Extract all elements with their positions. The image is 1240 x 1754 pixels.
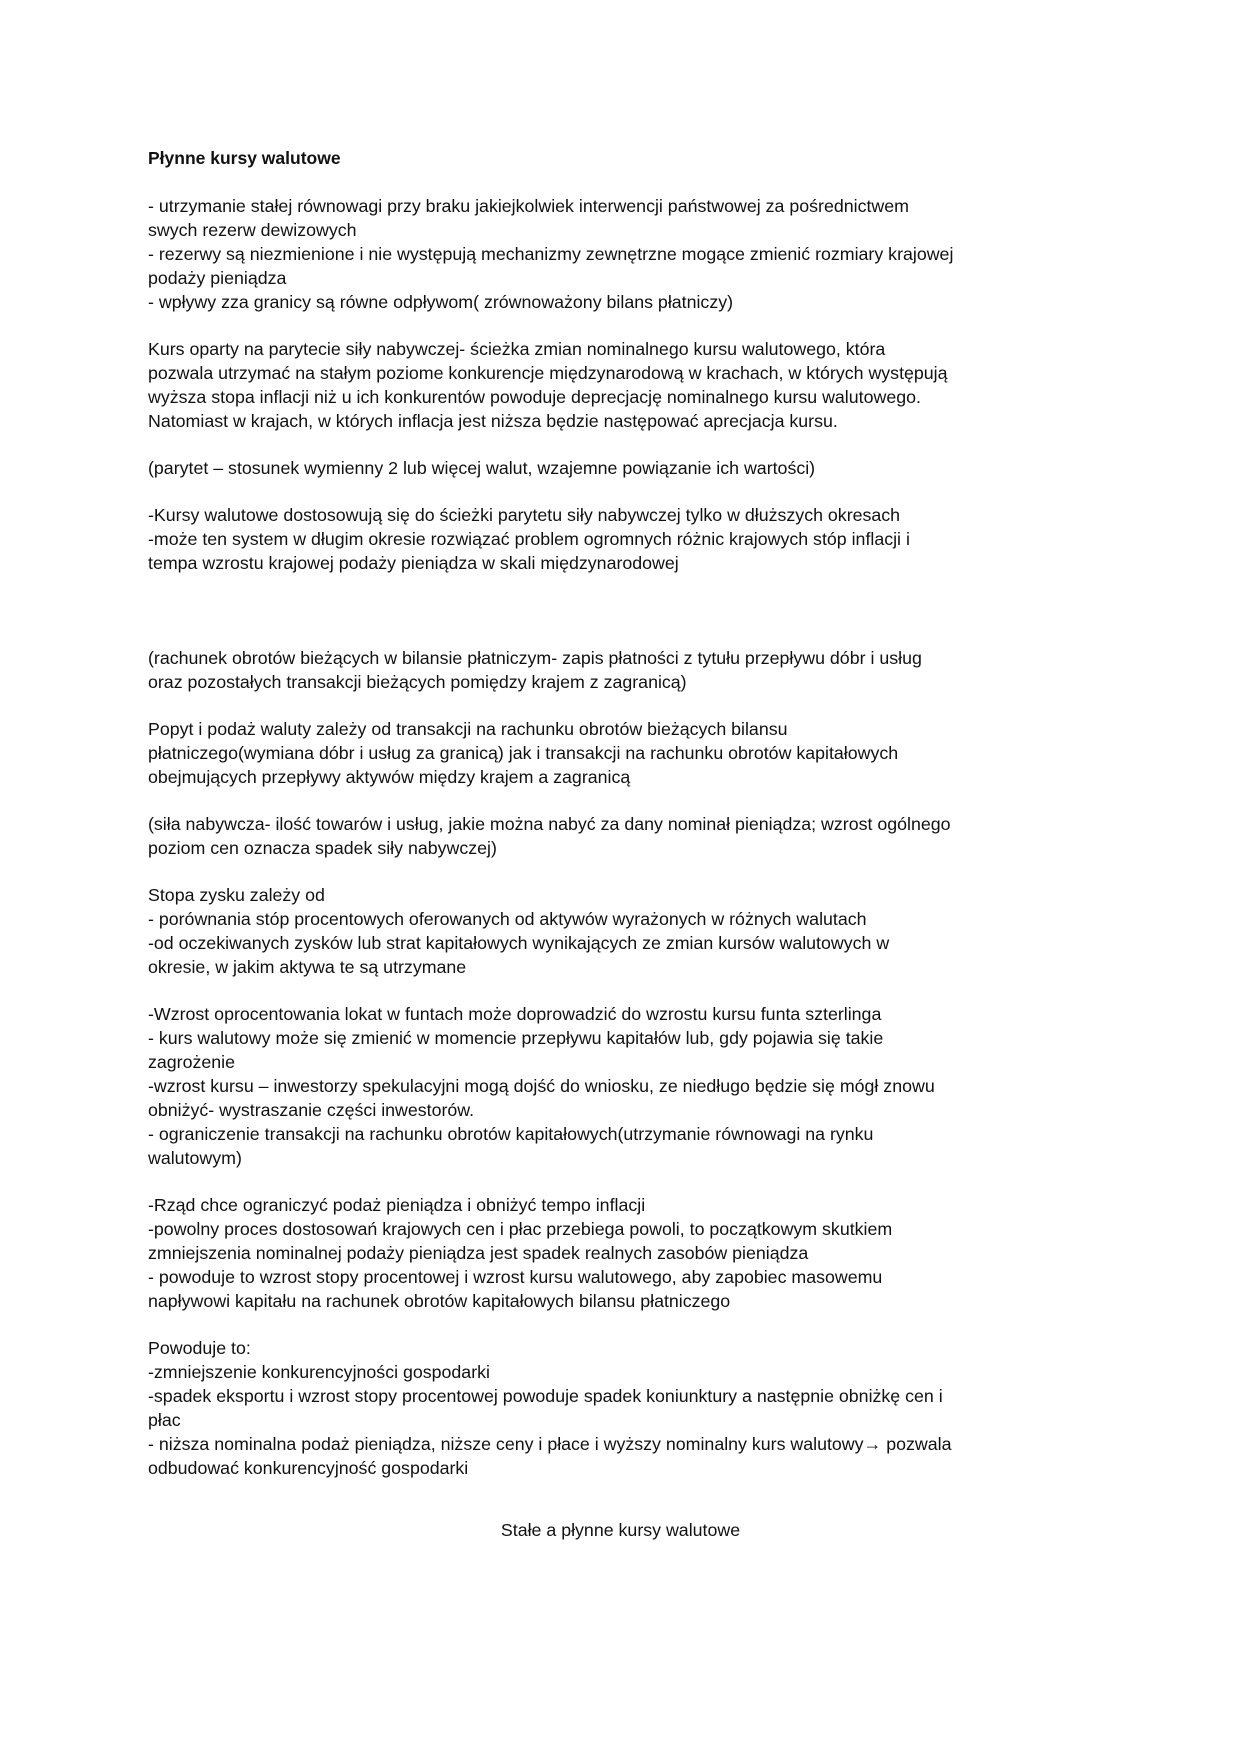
paragraph: [148, 646, 1108, 694]
text-line: -może ten system w długim okresie rozwiązać problem ogromnych różnic krajowych stóp inflacji i: [148, 529, 910, 549]
text-line: -Wzrost oprocentowania lokat w funtach może doprowadzić do wzrostu kursu funta szterlinga: [148, 1004, 882, 1024]
text-line: (rachunek obrotów bieżących w bilansie płatniczym- zapis płatności z tytułu przepływu dóbr i usług: [148, 648, 922, 668]
text-line: obejmujących przepływy aktywów między krajem a zagranicą: [148, 767, 631, 787]
text-line: oraz pozostałych transakcji bieżących pomiędzy krajem z zagranicą): [148, 672, 687, 692]
text-line: -wzrost kursu – inwestorzy spekulacyjni mogą dojść do wniosku, ze niedługo będzie się mógł znowu: [148, 1076, 935, 1096]
text-line: napływowi kapitału na rachunek obrotów kapitałowych bilansu płatniczego: [148, 1291, 731, 1311]
text-line: - kurs walutowy może się zmienić w momencie przepływu kapitałów lub, gdy pojawia się takie: [148, 1028, 884, 1048]
paragraph: [148, 717, 1108, 789]
text-line: - ograniczenie transakcji na rachunku obrotów kapitałowych(utrzymanie równowagi na rynku: [148, 1124, 874, 1144]
text-line: (parytet – stosunek wymienny 2 lub więcej walut, wzajemne powiązanie ich wartości): [148, 458, 816, 478]
text-line: poziom cen oznacza spadek siły nabywczej): [148, 838, 497, 858]
document-body: [148, 194, 1108, 1480]
text-line: Stopa zysku zależy od: [148, 885, 325, 905]
text-line: -spadek eksportu i wzrost stopy procentowej powoduje spadek koniunktury a następnie obniżkę cen i: [148, 1386, 943, 1406]
text-line: płac: [148, 1410, 181, 1430]
text-line: -Rząd chce ograniczyć podaż pieniądza i obniżyć tempo inflacji: [148, 1195, 646, 1215]
text-line: odbudować konkurencyjność gospodarki: [148, 1458, 469, 1478]
paragraph: [148, 503, 1108, 575]
text-line: -zmniejszenie konkurencyjności gospodarki: [148, 1362, 490, 1382]
paragraph: [148, 1336, 1108, 1480]
paragraph: [148, 812, 1108, 860]
text-line: płatniczego(wymiana dóbr i usług za granicą) jak i transakcji na rachunku obrotów kapitałowych: [148, 743, 899, 763]
paragraph: [148, 1193, 1108, 1313]
text-line: -powolny proces dostosowań krajowych cen i płac przebiega powoli, to początkowym skutkiem: [148, 1219, 893, 1239]
paragraph: [148, 456, 1108, 480]
paragraph: [148, 194, 1108, 314]
text-line: - porównania stóp procentowych oferowanych od aktywów wyrażonych w różnych walutach: [148, 909, 867, 929]
section-heading: Stałe a płynne kursy walutowe: [500, 1520, 741, 1540]
text-line: - niższa nominalna podaż pieniądza, niższe ceny i płace i wyższy nominalny kurs walutowy→ pozwala: [148, 1434, 952, 1454]
text-line: pozwala utrzymać na stałym poziome konkurencje międzynarodową w krachach, w których występują: [148, 363, 948, 383]
text-line: zagrożenie: [148, 1052, 235, 1072]
text-line: Popyt i podaż waluty zależy od transakcji na rachunku obrotów bieżących bilansu: [148, 719, 788, 739]
text-line: obniżyć- wystraszanie części inwestorów.: [148, 1100, 475, 1120]
text-line: - utrzymanie stałej równowagi przy braku jakiejkolwiek interwencji państwowej za pośrednictwem: [148, 196, 909, 216]
text-line: walutowym): [148, 1148, 242, 1168]
paragraph: [148, 337, 1108, 433]
paragraph: [148, 1002, 1108, 1170]
paragraph: [148, 883, 1108, 979]
text-line: -Kursy walutowe dostosowują się do ścieżki parytetu siły nabywczej tylko w dłuższych okresach: [148, 505, 901, 525]
text-line: tempa wzrostu krajowej podaży pieniądza w skali międzynarodowej: [148, 553, 679, 573]
text-line: - rezerwy są niezmienione i nie występują mechanizmy zewnętrzne mogące zmienić rozmiary krajowej: [148, 244, 954, 264]
text-line: swych rezerw dewizowych: [148, 220, 357, 240]
text-line: podaży pieniądza: [148, 268, 287, 288]
document-page: [148, 146, 1108, 1542]
text-line: - wpływy zza granicy są równe odpływom( zrównoważony bilans płatniczy): [148, 292, 734, 312]
document-title: Płynne kursy walutowe: [148, 148, 341, 168]
text-line: Powoduje to:: [148, 1338, 251, 1358]
text-line: okresie, w jakim aktywa te są utrzymane: [148, 957, 467, 977]
text-line: Natomiast w krajach, w których inflacja jest niższa będzie następować aprecjacja kursu.: [148, 411, 838, 431]
text-line: Kurs oparty na parytecie siły nabywczej- ścieżka zmian nominalnego kursu walutowego, która: [148, 339, 886, 359]
text-line: -od oczekiwanych zysków lub strat kapitałowych wynikających ze zmian kursów walutowych w: [148, 933, 890, 953]
text-line: (siła nabywcza- ilość towarów i usług, jakie można nabyć za dany nominał pieniądza; wzrost ogólnego: [148, 814, 951, 834]
text-line: zmniejszenia nominalnej podaży pieniądza jest spadek realnych zasobów pieniądza: [148, 1243, 809, 1263]
text-line: wyższa stopa inflacji niż u ich konkurentów powoduje deprecjację nominalnego kursu walutowego.: [148, 387, 921, 407]
text-line: - powoduje to wzrost stopy procentowej i wzrost kursu walutowego, aby zapobiec masowemu: [148, 1267, 883, 1287]
